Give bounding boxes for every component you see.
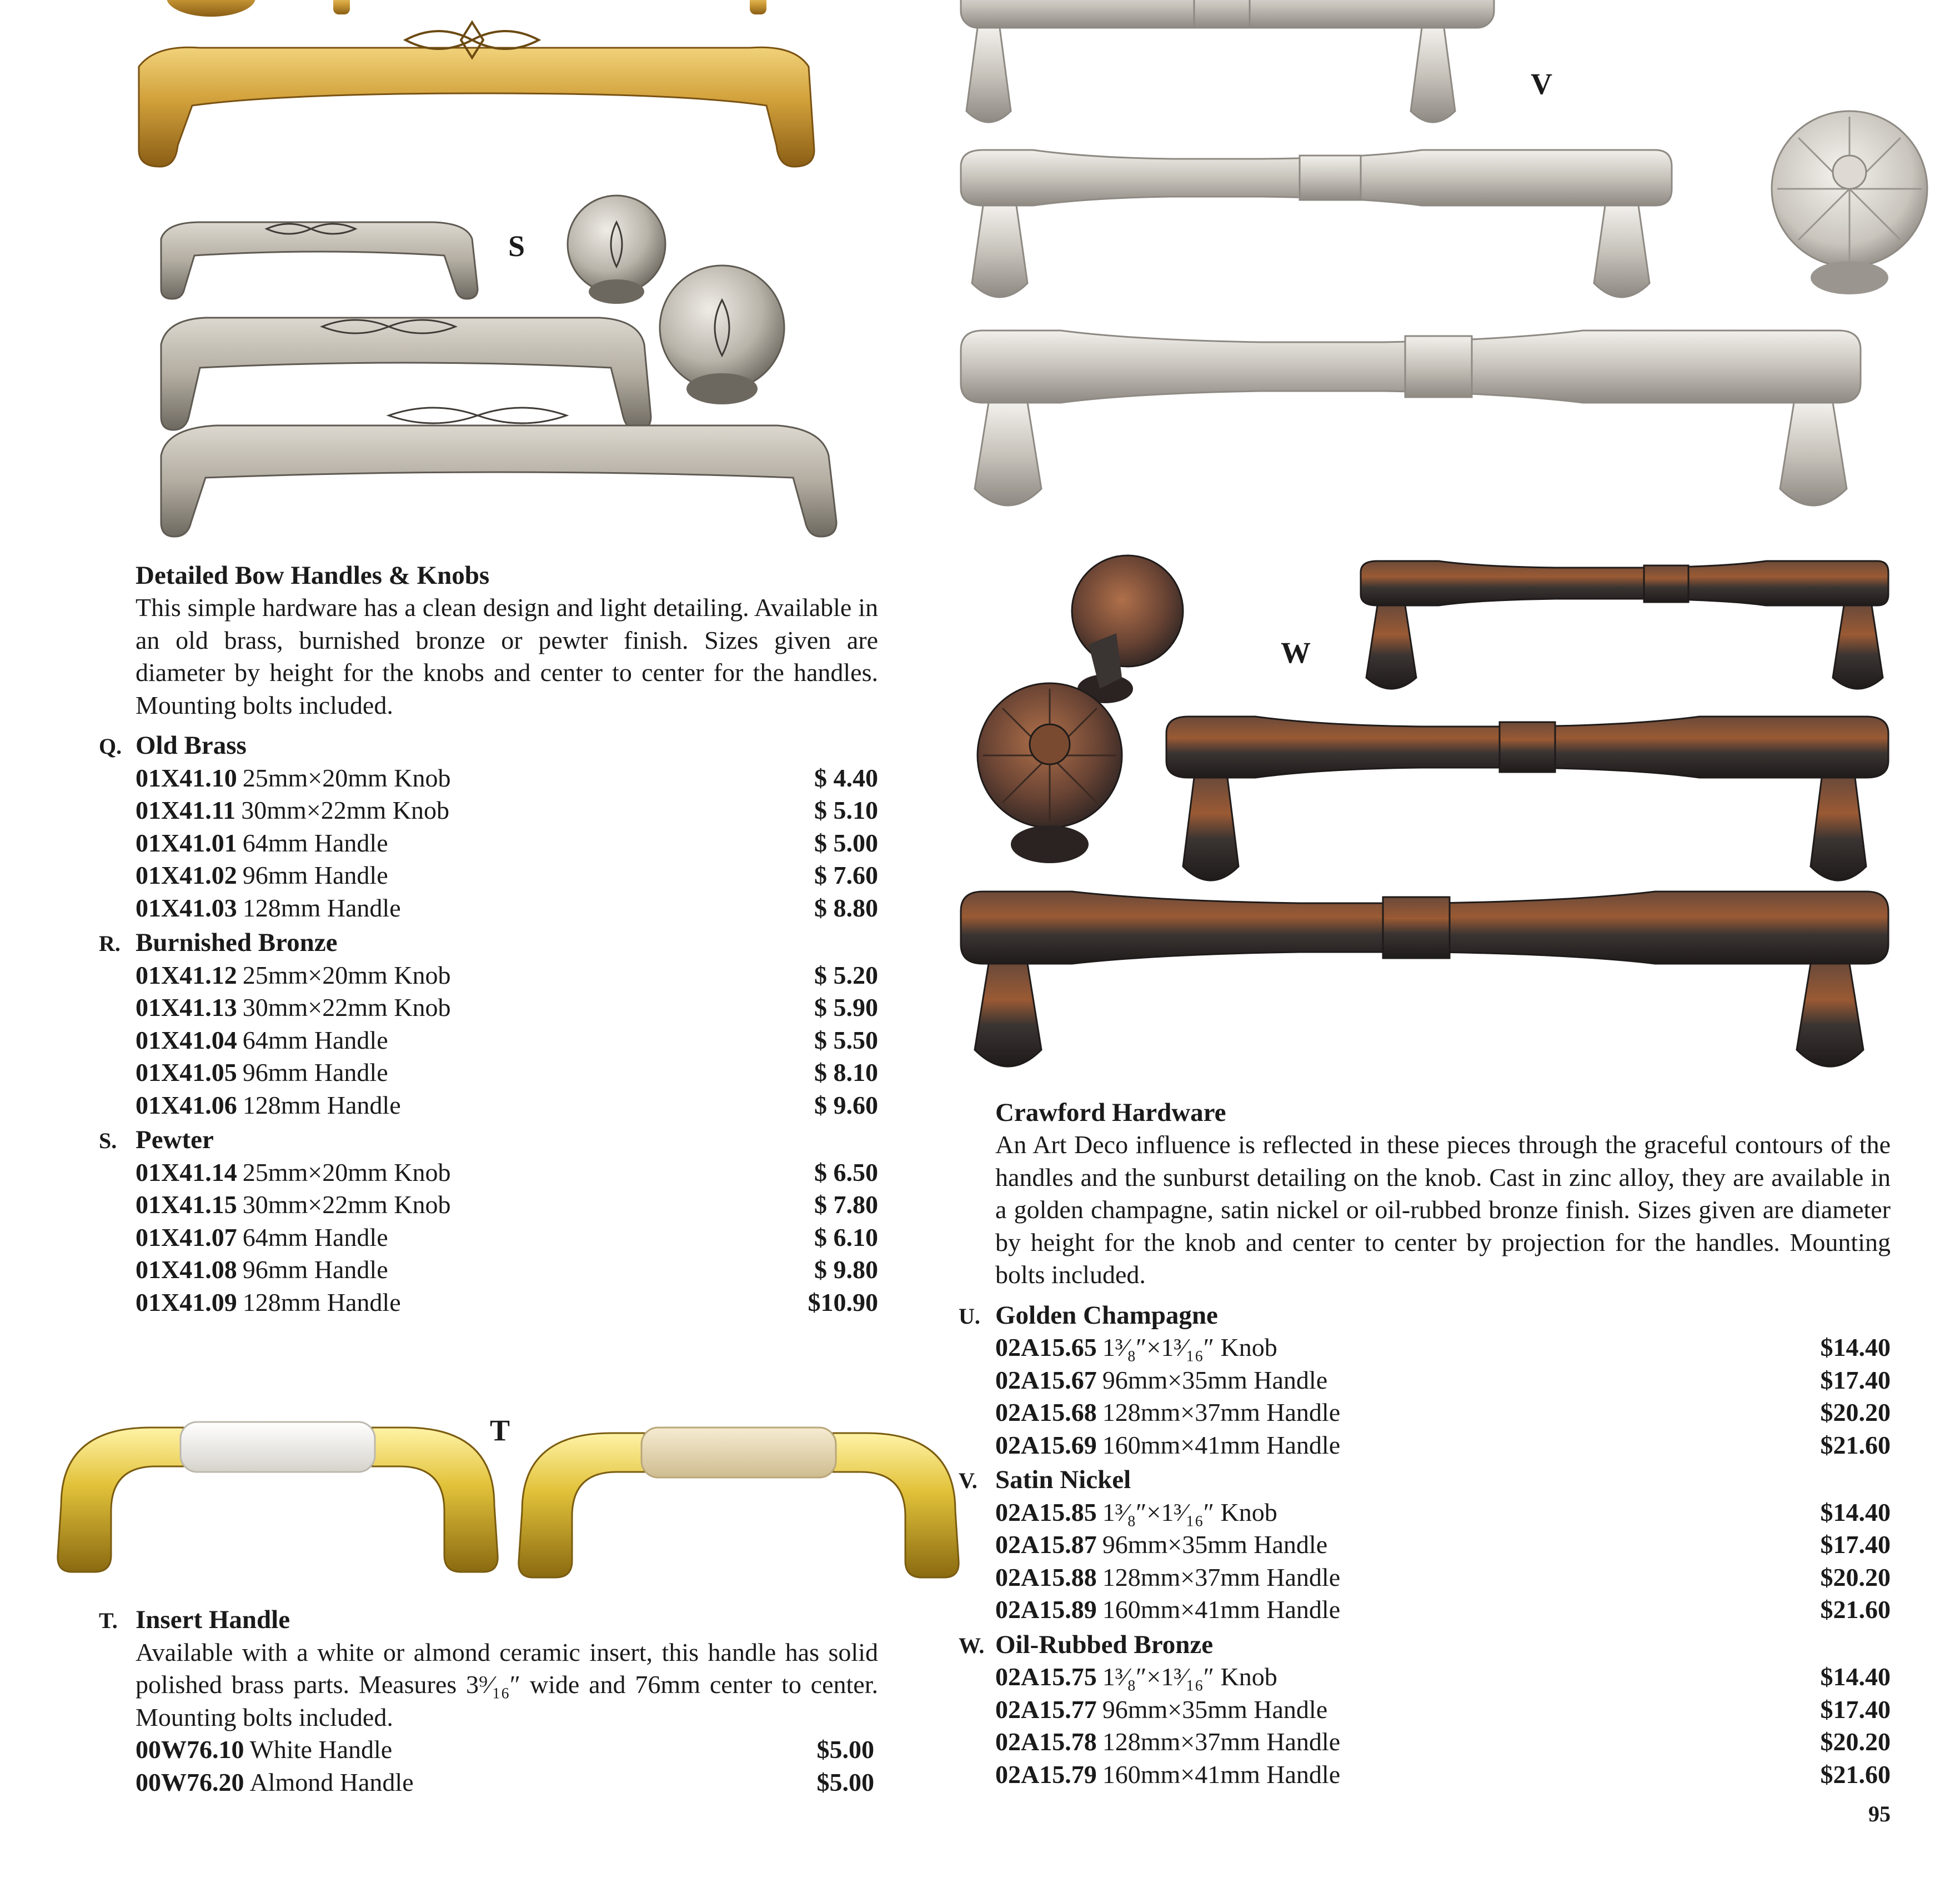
item-name: 160mm×41mm Handle: [1102, 1595, 1341, 1624]
finish-key: S.: [99, 1128, 117, 1153]
finish-group-heading: [959, 1464, 1891, 1496]
item-price: $ 6.50: [814, 1158, 878, 1186]
item-price: $17.40: [1820, 1530, 1891, 1559]
item-sku: 02A15.88: [995, 1563, 1097, 1591]
price-row: [995, 1529, 1891, 1561]
item-price: $ 9.60: [814, 1090, 878, 1119]
finish-name: Old Brass: [136, 731, 247, 760]
item-price: $ 5.10: [814, 796, 878, 824]
finish-key: Q.: [99, 734, 122, 759]
finish-group-heading: [99, 927, 878, 959]
item-name: 1³⁄₈″×1³⁄₁₆″ Knob: [1102, 1662, 1277, 1691]
item-price: $21.60: [1820, 1430, 1891, 1459]
item-price: $14.40: [1820, 1662, 1891, 1691]
item-name: 96mm×35mm Handle: [1102, 1695, 1328, 1724]
item-name: 64mm Handle: [242, 828, 388, 857]
insert-handle-section: [99, 1604, 878, 1799]
finish-name: Satin Nickel: [995, 1465, 1131, 1494]
item-name: 160mm×41mm Handle: [1102, 1760, 1341, 1789]
price-row: [136, 892, 878, 925]
item-price: $ 5.00: [814, 828, 878, 857]
item-sku: 01X41.01: [136, 828, 237, 857]
item-sku: 01X41.09: [136, 1288, 237, 1316]
item-price: $ 5.20: [814, 960, 878, 989]
item-name: 64mm Handle: [242, 1223, 388, 1251]
item-price: $5.00: [816, 1767, 874, 1796]
item-price: $ 4.40: [814, 763, 878, 792]
item-price: $5.00: [816, 1735, 874, 1764]
item-price: $ 7.80: [814, 1190, 878, 1219]
finish-group-heading: [959, 1299, 1891, 1332]
item-price: $ 6.10: [814, 1223, 878, 1251]
insert-handle-heading: [99, 1604, 878, 1636]
item-price: $ 8.10: [814, 1058, 878, 1086]
price-row: [995, 1594, 1891, 1626]
finish-group: [959, 1299, 1891, 1462]
price-row: [136, 1189, 878, 1221]
item-name: 30mm×22mm Knob: [241, 796, 449, 824]
bow-handles-title: Detailed Bow Handles & Knobs: [136, 561, 490, 590]
finish-name: Pewter: [136, 1125, 214, 1154]
price-row: [136, 1156, 878, 1189]
item-sku: 01X41.12: [136, 960, 237, 989]
price-row: [136, 1024, 878, 1057]
item-name: 1³⁄₈″×1³⁄₁₆″ Knob: [1102, 1333, 1277, 1361]
item-sku: 01X41.03: [136, 893, 237, 922]
item-price: $17.40: [1820, 1695, 1891, 1724]
item-sku: 02A15.67: [995, 1365, 1097, 1394]
insert-handle-description: Available with a white or almond ceramic insert, this handle has solid polished brass parts. Measures 3⁹⁄₁₆″ wide and 76mm center to center. Mounting bolts included.: [136, 1637, 878, 1731]
insert-handle-key: T.: [99, 1608, 118, 1633]
item-sku: 01X41.11: [136, 796, 236, 824]
crawford-section: [959, 1096, 1891, 1791]
price-row: [136, 959, 878, 992]
price-row: [995, 1561, 1891, 1594]
price-row: [136, 991, 878, 1024]
finish-group-heading: [959, 1629, 1891, 1661]
finish-key: R.: [99, 931, 121, 956]
item-name: 160mm×41mm Handle: [1102, 1430, 1341, 1459]
item-sku: 02A15.85: [995, 1498, 1097, 1526]
item-price: $20.20: [1820, 1727, 1891, 1756]
price-row: [136, 794, 878, 827]
price-row: [995, 1396, 1891, 1429]
page-number: 95: [1868, 1801, 1891, 1826]
item-price: $20.20: [1820, 1398, 1891, 1426]
item-price: $ 8.80: [814, 893, 878, 922]
insert-handle-price-list: [136, 1734, 874, 1799]
item-sku: 01X41.15: [136, 1190, 237, 1219]
item-name: 96mm×35mm Handle: [1102, 1365, 1328, 1394]
item-sku: 02A15.89: [995, 1595, 1097, 1624]
price-row: [995, 1331, 1891, 1364]
bow-handles-description: This simple hardware has a clean design and light detailing. Available in an old brass, burnished bronze or pewter finish. Sizes given are diameter by height for the knobs and center to center for the handles. Mounting bolts included.: [136, 593, 878, 719]
item-sku: 01X41.10: [136, 763, 237, 792]
item-name: 30mm×22mm Knob: [242, 1190, 451, 1219]
item-name: 96mm Handle: [242, 1058, 388, 1086]
finish-name: Golden Champagne: [995, 1300, 1218, 1330]
oil-rubbed-bronze-crawford-image: [922, 550, 1888, 1089]
bow-handles-price-list: [99, 729, 878, 1319]
item-name: White Handle: [249, 1735, 393, 1764]
item-sku: 02A15.65: [995, 1333, 1097, 1361]
item-sku: 02A15.87: [995, 1530, 1097, 1559]
price-row: [136, 1734, 874, 1766]
finish-group: [99, 1124, 878, 1319]
item-price: $14.40: [1820, 1333, 1891, 1361]
item-price: $ 7.60: [814, 861, 878, 889]
item-price: $10.90: [808, 1288, 878, 1316]
item-name: 25mm×20mm Knob: [242, 1158, 451, 1186]
item-name: 96mm×35mm Handle: [1102, 1530, 1328, 1559]
item-name: 128mm×37mm Handle: [1102, 1727, 1341, 1756]
figure-label-s: S: [508, 229, 525, 263]
finish-key: W.: [959, 1632, 985, 1658]
insert-handle-title: Insert Handle: [136, 1605, 290, 1634]
item-name: 64mm Handle: [242, 1025, 388, 1054]
price-row: [136, 1089, 878, 1122]
item-name: 25mm×20mm Knob: [242, 960, 451, 989]
item-sku: 01X41.04: [136, 1025, 237, 1054]
item-sku: 01X41.08: [136, 1255, 237, 1284]
price-row: [995, 1661, 1891, 1694]
item-name: 30mm×22mm Knob: [242, 993, 451, 1021]
price-row: [136, 1056, 878, 1089]
price-row: [136, 1221, 878, 1254]
price-row: [136, 762, 878, 795]
item-sku: 01X41.13: [136, 993, 237, 1021]
finish-name: Burnished Bronze: [136, 928, 338, 957]
price-row: [995, 1694, 1891, 1726]
crawford-title: Crawford Hardware: [995, 1098, 1226, 1127]
item-sku: 02A15.79: [995, 1760, 1097, 1789]
item-sku: 02A15.78: [995, 1727, 1097, 1756]
item-sku: 01X41.07: [136, 1223, 237, 1251]
finish-group-heading: [99, 1124, 878, 1156]
finish-group: [959, 1629, 1891, 1791]
item-name: 1³⁄₈″×1³⁄₁₆″ Knob: [1102, 1498, 1277, 1526]
finish-group: [99, 729, 878, 924]
price-row: [136, 827, 878, 860]
figure-label-w: W: [1281, 636, 1311, 669]
finish-name: Oil-Rubbed Bronze: [995, 1630, 1214, 1659]
item-sku: 02A15.75: [995, 1662, 1097, 1691]
item-name: 96mm Handle: [242, 861, 388, 889]
item-name: 25mm×20mm Knob: [242, 763, 451, 792]
price-row: [995, 1496, 1891, 1529]
price-row: [136, 859, 878, 892]
item-name: 128mm Handle: [242, 1090, 401, 1119]
item-price: $ 9.80: [814, 1255, 878, 1284]
crawford-price-list: [959, 1299, 1891, 1791]
old-brass-bow-handle-image: [128, 0, 872, 183]
finish-key: V.: [959, 1468, 978, 1493]
satin-nickel-crawford-image: [950, 0, 1944, 533]
price-row: [995, 1726, 1891, 1759]
item-name: 128mm×37mm Handle: [1102, 1563, 1341, 1591]
price-row: [136, 1766, 874, 1799]
item-sku: 01X41.02: [136, 861, 237, 889]
item-sku: 00W76.20: [136, 1767, 244, 1796]
item-name: 96mm Handle: [242, 1255, 388, 1284]
figure-label-v: V: [1531, 67, 1552, 101]
price-row: [995, 1759, 1891, 1791]
item-sku: 00W76.10: [136, 1735, 244, 1764]
price-row: [136, 1286, 878, 1319]
item-sku: 01X41.14: [136, 1158, 237, 1186]
item-price: $17.40: [1820, 1365, 1891, 1394]
item-sku: 01X41.05: [136, 1058, 237, 1086]
finish-group-heading: [99, 729, 878, 762]
item-name: 128mm Handle: [242, 893, 401, 922]
price-row: [136, 1254, 878, 1286]
item-price: $ 5.90: [814, 993, 878, 1021]
figure-label-t: T: [490, 1414, 510, 1447]
item-price: $20.20: [1820, 1563, 1891, 1591]
crawford-description: An Art Deco influence is reflected in these pieces through the graceful contours of the handles and the sunburst detailing on the knob. Cast in zinc alloy, they are available in a golden champagne, satin nickel or oil-rubbed bronze finish. Sizes given are diameter by height for the knob and center to center by projection for the handles. Mounting bolts included.: [995, 1130, 1891, 1289]
finish-group: [99, 927, 878, 1121]
price-row: [995, 1364, 1891, 1397]
item-sku: 02A15.77: [995, 1695, 1097, 1724]
finish-key: U.: [959, 1303, 980, 1329]
item-price: $14.40: [1820, 1498, 1891, 1526]
item-price: $21.60: [1820, 1595, 1891, 1624]
item-sku: 02A15.68: [995, 1398, 1097, 1426]
item-sku: 02A15.69: [995, 1430, 1097, 1459]
item-name: Almond Handle: [249, 1767, 414, 1796]
item-name: 128mm×37mm Handle: [1102, 1398, 1341, 1426]
finish-group: [959, 1464, 1891, 1626]
price-row: [995, 1429, 1891, 1462]
item-price: $ 5.50: [814, 1025, 878, 1054]
item-price: $21.60: [1820, 1760, 1891, 1789]
bow-handles-section: [99, 559, 878, 1319]
item-name: 128mm Handle: [242, 1288, 401, 1316]
item-sku: 01X41.06: [136, 1090, 237, 1119]
